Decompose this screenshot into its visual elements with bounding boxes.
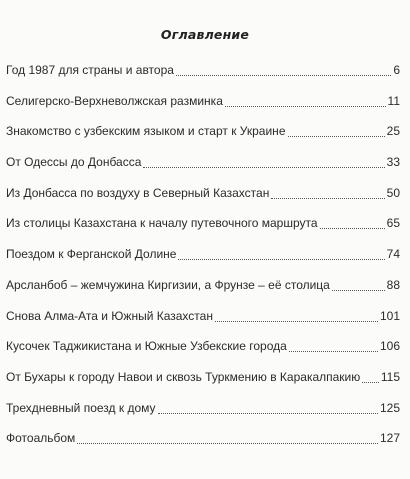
- toc-entry: [6, 371, 400, 402]
- toc-entry: [6, 187, 400, 218]
- toc-entry-title: Арсланбоб – жемчужина Киргизии, а Фрунзе – её столица: [6, 277, 330, 292]
- dot-leader: [288, 125, 385, 137]
- toc-entry: [6, 95, 400, 126]
- toc-entry-title: Селигерско-Верхневолжская разминка: [6, 93, 223, 108]
- dot-leader: [77, 432, 378, 444]
- dot-leader: [362, 371, 379, 383]
- toc-entry: [6, 248, 400, 279]
- toc-entry-title: От Бухары к городу Навои и сквозь Туркмению в Каракалпакию: [6, 369, 361, 384]
- toc-entry-title: Поездом к Ферганской Долине: [6, 247, 177, 262]
- dot-leader: [225, 95, 386, 107]
- toc-entry: [6, 432, 400, 463]
- toc-entry-title: Из Донбасса по воздуху в Северный Казахстан: [6, 185, 270, 200]
- toc-entry-title: От Одессы до Донбасса: [6, 155, 142, 170]
- toc-entry-page: 101: [379, 308, 400, 323]
- toc-entry: [6, 156, 400, 187]
- toc-entry: [6, 310, 400, 341]
- dot-leader: [176, 64, 391, 76]
- dot-leader: [289, 340, 378, 352]
- toc-entry-title: Знакомство с узбекским языком и старт к Украине: [6, 124, 286, 139]
- toc-entry: [6, 125, 400, 156]
- toc-entry-page: 6: [393, 63, 400, 77]
- dot-leader: [143, 156, 384, 168]
- toc-entry-page: 106: [379, 339, 400, 354]
- toc-entry-page: 11: [387, 93, 400, 108]
- toc-entry-page: 25: [386, 124, 400, 139]
- toc-entry-title: Из столицы Казахстана к началу путевочного маршрута: [6, 216, 318, 231]
- toc-entry-page: 65: [386, 216, 400, 231]
- toc-entry-page: 127: [379, 431, 400, 446]
- dot-leader: [332, 279, 385, 291]
- toc-entry: [6, 279, 400, 310]
- toc-entry: [6, 64, 400, 95]
- toc-heading: Оглавление: [160, 27, 250, 42]
- toc-entry: [6, 402, 400, 433]
- toc-entry: [6, 217, 400, 248]
- dot-leader: [178, 248, 384, 260]
- dot-leader: [320, 217, 385, 229]
- toc-entry-page: 50: [386, 185, 400, 200]
- toc-entry-title: Фотоальбом: [6, 431, 76, 446]
- toc-entry-page: 88: [386, 277, 400, 292]
- toc-entry-title: Трехдневный поезд к дому: [6, 400, 156, 415]
- dot-leader: [271, 187, 384, 199]
- toc-entry: [6, 340, 400, 371]
- toc-entry-title: Снова Алма-Ата и Южный Казахстан: [6, 308, 213, 323]
- toc-entry-page: 33: [386, 155, 400, 170]
- toc-entry-page: 74: [386, 247, 400, 262]
- dot-leader: [215, 310, 378, 322]
- table-of-contents: [6, 64, 400, 463]
- toc-entry-title: Кусочек Таджикистана и Южные Узбекские города: [6, 339, 287, 354]
- toc-entry-page: 115: [380, 369, 400, 384]
- toc-entry-title: Год 1987 для страны и автора: [6, 63, 174, 77]
- dot-leader: [158, 402, 378, 414]
- toc-entry-page: 125: [379, 400, 400, 415]
